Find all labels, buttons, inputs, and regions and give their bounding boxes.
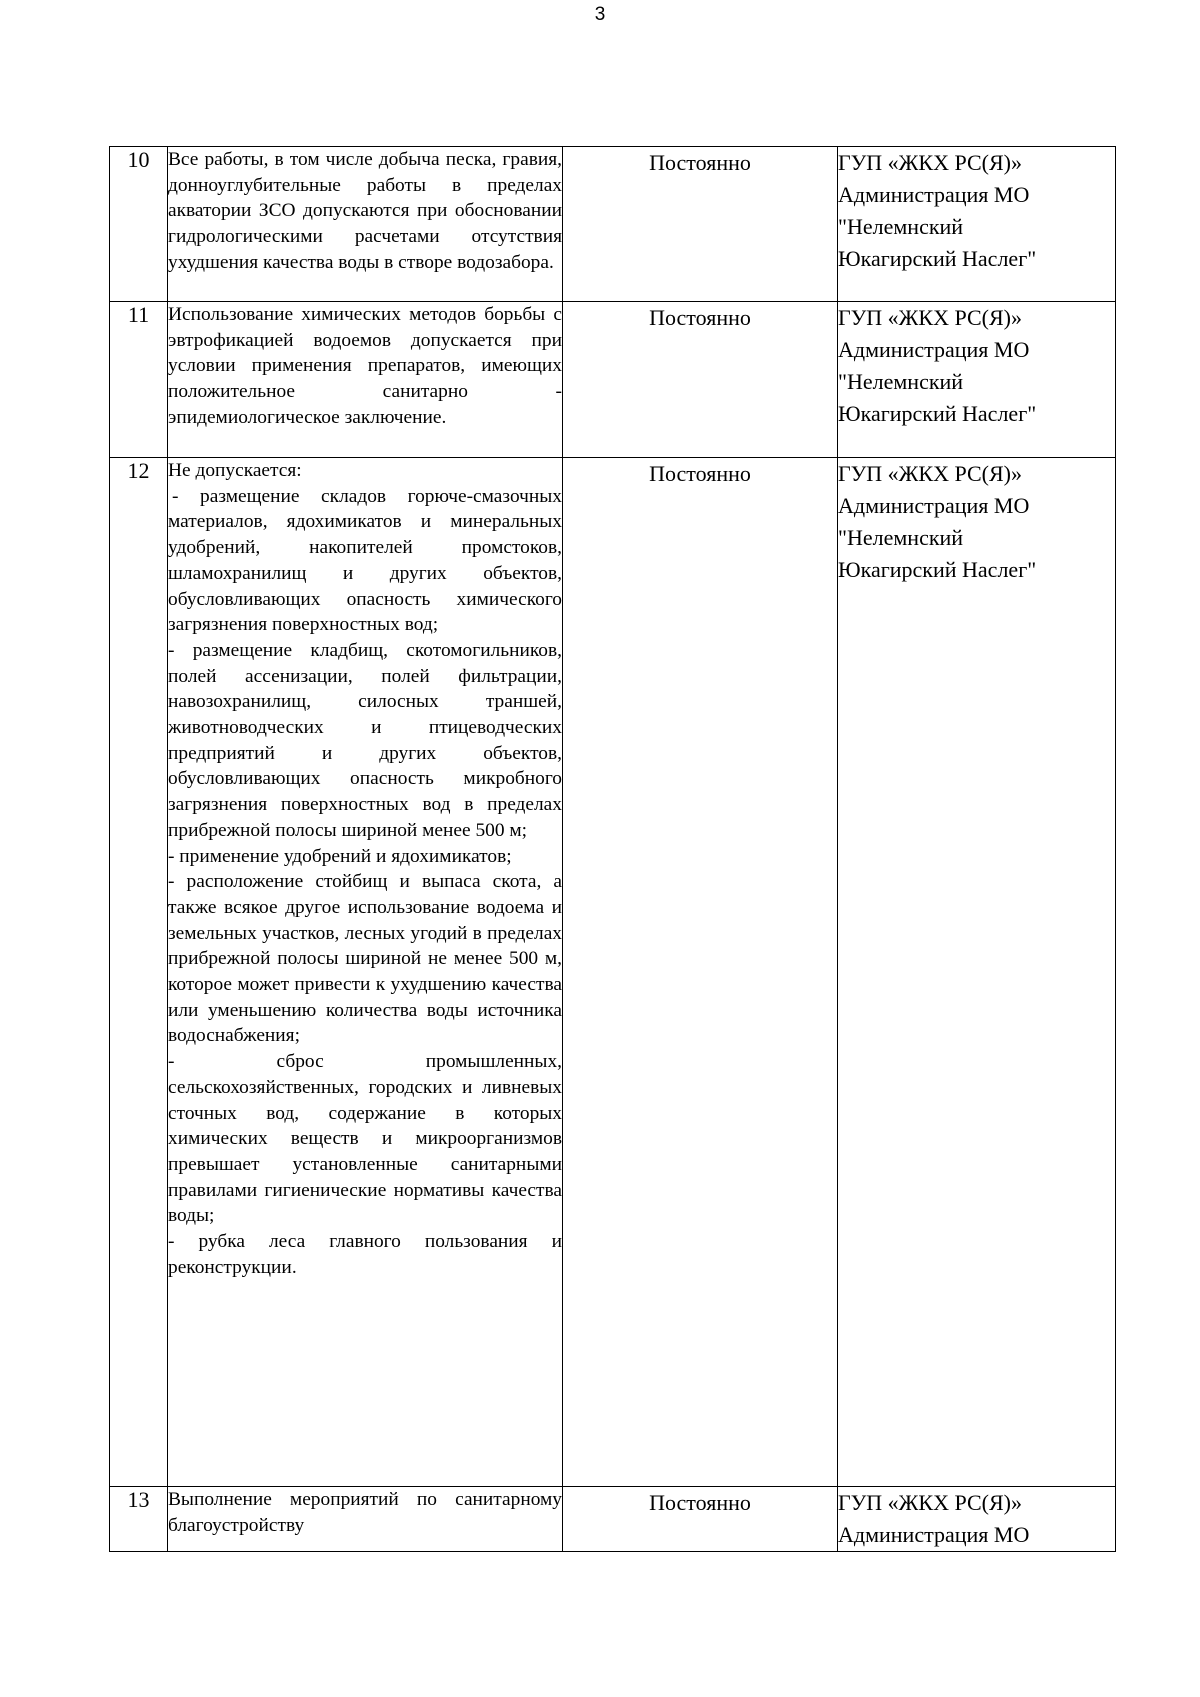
table-row — [110, 458, 1116, 1487]
measure-paragraph: Выполнение мероприятий по санитарному благоустройству — [168, 1489, 562, 1536]
row-number: 13 — [110, 1487, 168, 1552]
row-number: 10 — [110, 147, 168, 302]
measure-description — [168, 1487, 563, 1552]
measure-paragraph: Не допускается: — [168, 460, 302, 481]
measure-description — [168, 458, 563, 1487]
responsible-line: Администрация МО — [838, 1522, 1030, 1547]
responsible-line: ГУП «ЖКХ РС(Я)» — [838, 461, 1022, 486]
table-row — [110, 147, 1116, 302]
responsible-line: Юкагирский Наслег" — [838, 557, 1037, 582]
measure-paragraph: Все работы, в том числе добыча песка, гравия, донноуглубительные работы в пределах акватории ЗСО допускаются при обосновании гидрологическими расчетами отсутствия ухудшения качества воды в створе водозабора. — [168, 149, 562, 273]
responsible-cell — [838, 302, 1116, 458]
measure-description — [168, 147, 563, 302]
responsible-cell — [838, 1487, 1116, 1552]
responsible-line: ГУП «ЖКХ РС(Я)» — [838, 150, 1022, 175]
responsible-line: ГУП «ЖКХ РС(Я)» — [838, 305, 1022, 330]
row-number: 12 — [110, 458, 168, 1487]
measure-description — [168, 302, 563, 458]
page-number: 3 — [594, 4, 606, 25]
measure-paragraph: - размещение складов горюче-смазочных материалов, ядохимикатов и минеральных удобрений, накопителей промстоков, шламохранилищ и других объектов, обусловливающих опасность химического загрязнения поверхностных вод; — [168, 485, 562, 636]
measure-paragraph: - применение удобрений и ядохимикатов; — [168, 845, 512, 867]
table-row — [110, 302, 1116, 458]
responsible-line: Администрация МО — [838, 337, 1030, 362]
measure-paragraph: - рубка леса главного пользования и реконструкции. — [168, 1231, 562, 1278]
table-row — [110, 1487, 1116, 1552]
responsible-line: Администрация МО — [838, 493, 1030, 518]
deadline-cell: Постоянно — [563, 458, 838, 1487]
responsible-cell — [838, 147, 1116, 302]
measure-paragraph: - расположение стойбищ и выпаса скота, а также всякое другое использование водоема и земельных участков, лесных угодий в пределах прибрежной полосы шириной не менее 500 м, которое может привести к ухудшению качества или уменьшению количества воды источника водоснабжения; — [168, 871, 562, 1047]
responsible-line: Администрация МО — [838, 182, 1030, 207]
responsible-line: "Нелемнский — [838, 369, 964, 394]
responsible-cell — [838, 458, 1116, 1487]
measures-table — [109, 146, 1116, 1552]
deadline-cell: Постоянно — [563, 1487, 838, 1552]
responsible-line: ГУП «ЖКХ РС(Я)» — [838, 1490, 1022, 1515]
measure-paragraph: - размещение кладбищ, скотомогильников, полей ассенизации, полей фильтрации, навозохранилищ, силосных траншей, животноводческих и птицеводческих предприятий и других объектов, обусловливающих опасность микробного загрязнения поверхностных вод в пределах прибрежной полосы шириной менее 500 м; — [168, 639, 562, 841]
responsible-line: "Нелемнский — [838, 214, 964, 239]
measure-paragraph: Использование химических методов борьбы с эвтрофикацией водоемов допускается при условии применения препаратов, имеющих положительное санитарно - эпидемиологическое заключение. — [168, 304, 562, 428]
deadline-cell: Постоянно — [563, 302, 838, 458]
row-number: 11 — [110, 302, 168, 458]
deadline-cell: Постоянно — [563, 147, 838, 302]
responsible-line: Юкагирский Наслег" — [838, 401, 1037, 426]
responsible-line: Юкагирский Наслег" — [838, 246, 1037, 271]
measure-paragraph: - сброс промышленных, сельскохозяйственных, городских и ливневых сточных вод, содержание в которых химических веществ и микроорганизмов превышает установленные санитарными правилами гигиенические нормативы качества воды; — [168, 1051, 562, 1227]
responsible-line: "Нелемнский — [838, 525, 964, 550]
